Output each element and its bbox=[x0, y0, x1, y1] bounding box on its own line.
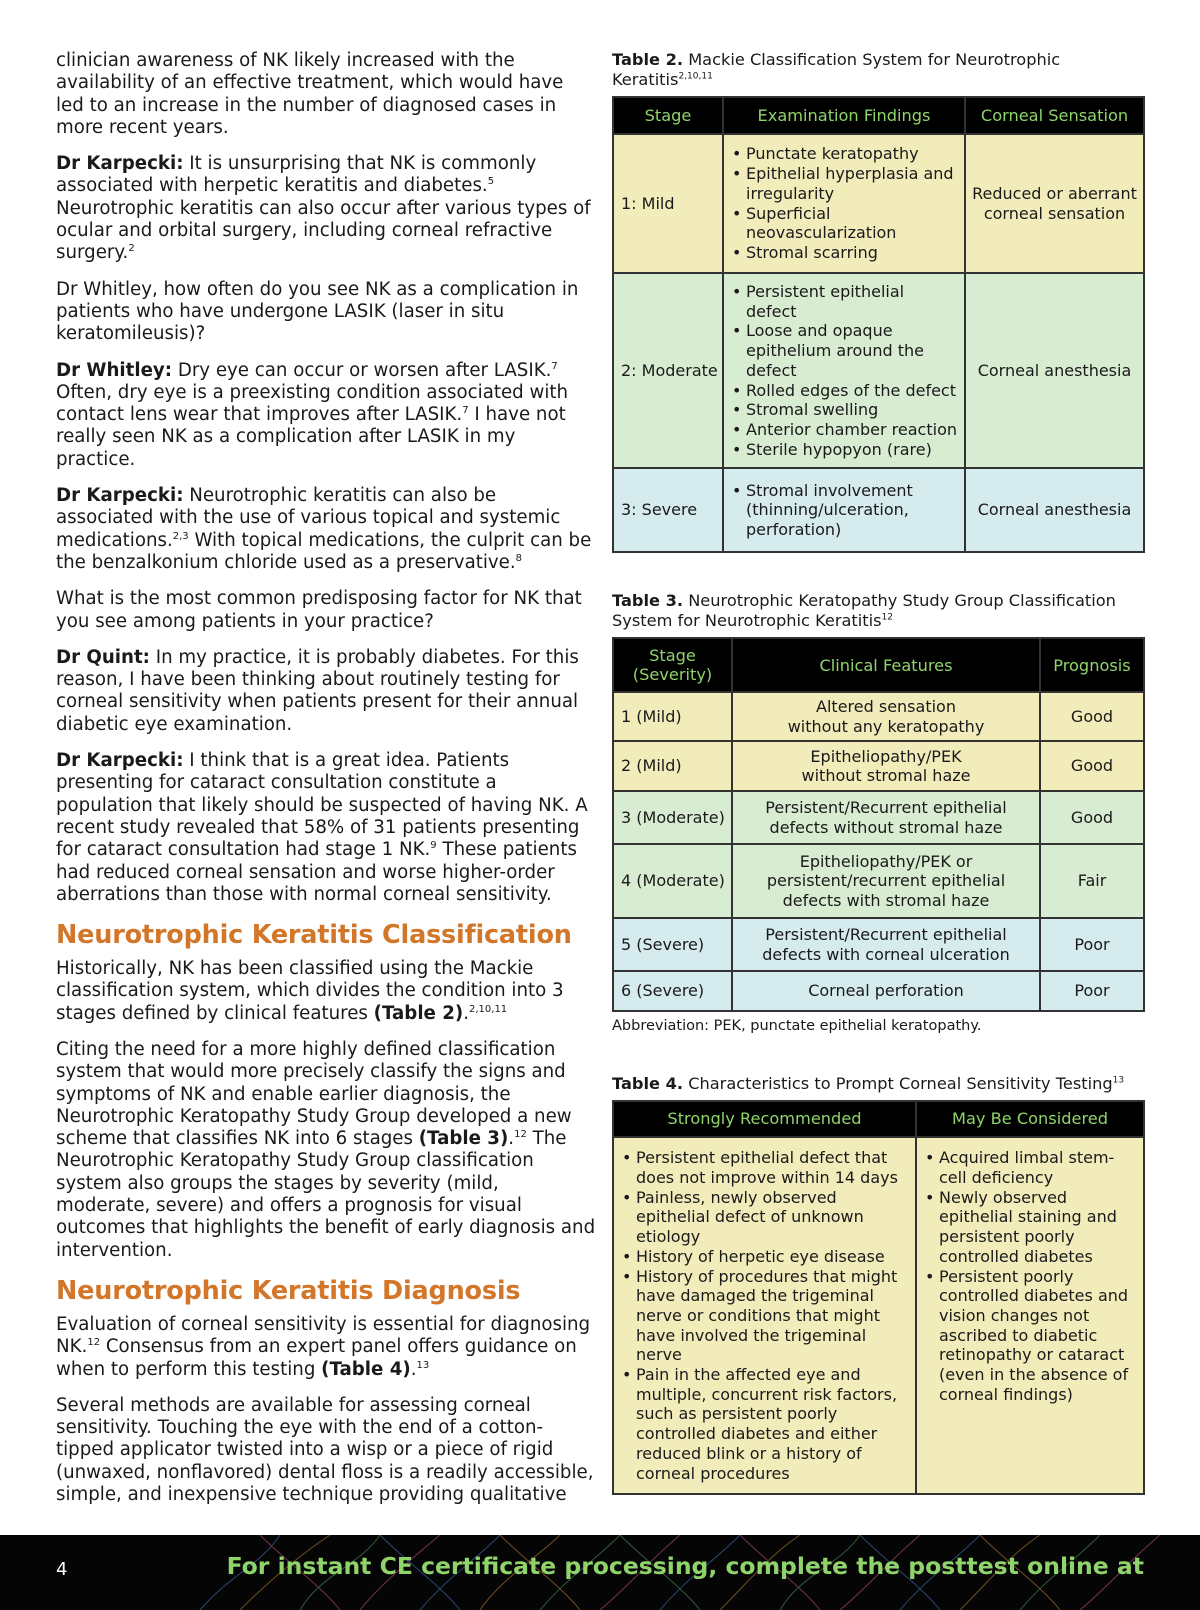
speaker-name: Dr Karpecki: bbox=[56, 750, 184, 772]
findings-cell bbox=[723, 468, 965, 552]
table-row bbox=[613, 468, 1144, 552]
prognosis-cell: Good bbox=[1040, 692, 1144, 741]
list-item: • History of herpetic eye disease bbox=[622, 1247, 909, 1267]
paragraph: Dr Whitley: Dry eye can occur or worsen after LASIK.$^7$ Often, dry eye is a preexisting condition associated with contact lens wear that improves after LASIK.$^7$ I have not really seen NK as a complication after LASIK in my practice. bbox=[56, 359, 569, 470]
finding-item: • Loose and opaque epithelium around the defect bbox=[732, 321, 958, 380]
paragraph: clinician awareness of NK likely increased with the availability of an effective treatment, which would have led to an increase in the number of diagnosed cases in more recent years. bbox=[56, 50, 564, 138]
citation: 12 bbox=[881, 612, 893, 623]
table3-abbreviation: Abbreviation: PEK, punctate epithelial keratopathy. bbox=[612, 1018, 982, 1035]
citation: 7 bbox=[551, 360, 558, 372]
paragraph: Dr Karpecki: It is unsurprising that NK is commonly associated with herpetic keratitis and diabetes.$^5$ Neurotrophic keratitis can also occur after various types of ocular and orbital surgery, including corneal refractive surgery.$^2$ bbox=[56, 153, 591, 264]
table-row bbox=[613, 791, 1144, 844]
table3-caption: Table 3. Neurotrophic Keratopathy Study Group Classification System for Neurotrophic Keratitis$^{12}$ bbox=[612, 591, 1116, 631]
table-row bbox=[613, 971, 1144, 1011]
features-cell: Corneal perforation bbox=[732, 971, 1040, 1011]
table-row bbox=[613, 918, 1144, 971]
table-row bbox=[613, 844, 1144, 918]
table-reference: (Table 2) bbox=[373, 1002, 464, 1024]
paragraph: What is the most common predisposing factor for NK that you see among patients in your practice? bbox=[56, 588, 582, 632]
finding-item: • Persistent epithelial defect bbox=[732, 282, 958, 321]
table-header-row bbox=[613, 97, 1144, 134]
column-header: Prognosis bbox=[1040, 638, 1144, 692]
column-header: Clinical Features bbox=[732, 638, 1040, 692]
table2-mackie-classification bbox=[612, 96, 1145, 553]
column-header: Corneal Sensation bbox=[965, 97, 1144, 134]
table4-testing-characteristics bbox=[612, 1100, 1145, 1495]
citation: 13 bbox=[1112, 1075, 1125, 1086]
stage-cell: 3: Severe bbox=[613, 468, 723, 552]
finding-item: • Rolled edges of the defect bbox=[732, 381, 958, 401]
right-column bbox=[612, 50, 1145, 1495]
citation: 13 bbox=[416, 1359, 430, 1371]
table4-caption: Table 4. Characteristics to Prompt Corneal Sensitivity Testing$^{13}$ bbox=[612, 1074, 1125, 1094]
table-reference: (Table 4) bbox=[321, 1358, 411, 1380]
features-cell: Epitheliopathy/PEK or persistent/recurrent epithelial defects with stromal haze bbox=[732, 844, 1040, 918]
stage-cell: 3 (Moderate) bbox=[613, 791, 732, 844]
column-header: May Be Considered bbox=[916, 1101, 1144, 1137]
findings-cell bbox=[723, 273, 965, 468]
paragraph: Citing the need for a more highly defined classification system that would more precisely classify the signs and symptoms of NK and enable earlier diagnosis, the Neurotrophic Keratopathy Study Group developed a new scheme that classifies NK into 6 stages (Table 3).$^{12}$ The Neurotrophic Keratopathy Study Group classification system also groups the stages by severity (mild, moderate, severe) and offers a prognosis for visual outcomes that highlights the benefit of early diagnosis and intervention. bbox=[56, 1038, 596, 1261]
citation: 5 bbox=[487, 176, 495, 188]
citation: 2,10,11 bbox=[678, 71, 713, 82]
left-column bbox=[56, 50, 596, 1520]
paragraph: Evaluation of corneal sensitivity is essential for diagnosing NK.$^{12}$ Consensus from an expert panel offers guidance on when to perform this testing (Table 4).$^{13}$ bbox=[56, 1313, 591, 1380]
table-reference: (Table 3) bbox=[418, 1128, 509, 1150]
paragraph: Dr Whitley, how often do you see NK as a complication in patients who have undergone LASIK (laser in situ keratomileusis)? bbox=[56, 278, 579, 345]
list-item: • Persistent epithelial defect that does not improve within 14 days bbox=[622, 1148, 909, 1187]
table-header-row bbox=[613, 638, 1144, 692]
prognosis-cell: Fair bbox=[1040, 844, 1144, 918]
page-footer bbox=[0, 1535, 1200, 1610]
list-item: • Newly observed epithelial staining and persistent poorly controlled diabetes bbox=[925, 1188, 1137, 1267]
stage-cell: 1: Mild bbox=[613, 134, 723, 273]
list-item: • Pain in the affected eye and multiple, concurrent risk factors, such as persistent poorly controlled diabetes and either reduced blink or a history of corneal procedures bbox=[622, 1365, 909, 1483]
citation: 2,3 bbox=[172, 530, 189, 542]
finding-item: • Punctate keratopathy bbox=[732, 144, 958, 164]
features-cell: Persistent/Recurrent epithelial defects without stromal haze bbox=[732, 791, 1040, 844]
section-heading-diagnosis: Neurotrophic Keratitis Diagnosis bbox=[56, 1275, 521, 1306]
table2-caption: Table 2. Mackie Classification System for Neurotrophic Keratitis$^{2,10,11}$ bbox=[612, 50, 1061, 89]
paragraph: Dr Karpecki: Neurotrophic keratitis can also be associated with the use of various topical and systemic medications.$^{2,3}$ With topical medications, the culprit can be the benzalkonium chloride used as a preservative.$^8$ bbox=[56, 485, 592, 573]
finding-item: • Stromal swelling bbox=[732, 400, 958, 420]
finding-item: • Sterile hypopyon (rare) bbox=[732, 440, 958, 460]
paragraph: Dr Karpecki: I think that is a great idea. Patients presenting for cataract consultation constitute a population that likely should be suspected of having NK. A recent study revealed that 58% of 31 patients presenting for cataract consultation had stage 1 NK.$^9$ These patients had reduced corneal sensation and worse higher-order aberrations than those with normal corneal sensitivity. bbox=[56, 750, 588, 905]
citation: 2 bbox=[128, 243, 135, 255]
page-number: 4 bbox=[56, 1559, 68, 1580]
speaker-name: Dr Karpecki: bbox=[56, 485, 184, 507]
paragraph: Dr Quint: In my practice, it is probably diabetes. For this reason, I have been thinking about routinely testing for corneal sensitivity when patients present for their annual diabetic eye examination. bbox=[56, 646, 579, 735]
list-item: • Persistent poorly controlled diabetes and vision changes not ascribed to diabetic retinopathy or cataract (even in the absence of corneal findings) bbox=[925, 1267, 1137, 1405]
table-row bbox=[613, 741, 1144, 791]
prognosis-cell: Poor bbox=[1040, 918, 1144, 971]
table-row bbox=[613, 134, 1144, 273]
finding-item: • Stromal involvement (thinning/ulceration, perforation) bbox=[732, 481, 958, 540]
prognosis-cell: Poor bbox=[1040, 971, 1144, 1011]
table-row bbox=[613, 1137, 1144, 1494]
stage-cell: 6 (Severe) bbox=[613, 971, 732, 1011]
list-item: • Painless, newly observed epithelial defect of unknown etiology bbox=[622, 1188, 909, 1247]
finding-item: • Epithelial hyperplasia and irregularity bbox=[732, 164, 958, 203]
citation: 12 bbox=[87, 1337, 101, 1349]
finding-item: • Superficial neovascularization bbox=[732, 204, 958, 243]
citation: 12 bbox=[514, 1129, 527, 1141]
stage-cell: 4 (Moderate) bbox=[613, 844, 732, 918]
speaker-name: Dr Karpecki: bbox=[56, 153, 184, 175]
section-heading-classification: Neurotrophic Keratitis Classification bbox=[56, 920, 572, 951]
table-header-row bbox=[613, 1101, 1144, 1137]
features-cell: Epitheliopathy/PEK without stromal haze bbox=[732, 741, 1040, 791]
paragraph: Several methods are available for assessing corneal sensitivity. Touching the eye with the end of a cotton-tipped applicator twisted into a wisp or a piece of rigid (unwaxed, nonflavored) dental floss is a readily accessible, simple, and inexpensive technique providing qualitative bbox=[56, 1394, 594, 1506]
sensation-cell: Corneal anesthesia bbox=[965, 468, 1144, 552]
finding-item: • Anterior chamber reaction bbox=[732, 420, 958, 440]
findings-cell bbox=[723, 134, 965, 273]
table-row bbox=[613, 273, 1144, 468]
column-header: Examination Findings bbox=[723, 97, 965, 134]
list-item: • Acquired limbal stem-cell deficiency bbox=[925, 1148, 1137, 1187]
may-be-considered-cell bbox=[916, 1137, 1144, 1494]
speaker-name: Dr Quint: bbox=[56, 646, 150, 668]
features-cell: Altered sensation without any keratopathy bbox=[732, 692, 1040, 741]
column-header: Stage (Severity) bbox=[613, 638, 732, 692]
list-item: • History of procedures that might have damaged the trigeminal nerve or conditions that might have involved the trigeminal nerve bbox=[622, 1267, 909, 1366]
stage-cell: 1 (Mild) bbox=[613, 692, 732, 741]
citation: 8 bbox=[515, 552, 523, 564]
paragraph: Historically, NK has been classified using the Mackie classification system, which divides the condition into 3 stages defined by clinical features (Table 2).$^{2,10,11}$ bbox=[56, 958, 564, 1024]
citation: 7 bbox=[462, 405, 469, 417]
table-row bbox=[613, 692, 1144, 741]
speaker-name: Dr Whitley: bbox=[56, 359, 173, 381]
column-header: Stage bbox=[613, 97, 723, 134]
prognosis-cell: Good bbox=[1040, 791, 1144, 844]
features-cell: Persistent/Recurrent epithelial defects with corneal ulceration bbox=[732, 918, 1040, 971]
table3-study-group-classification bbox=[612, 637, 1145, 1012]
citation: 9 bbox=[430, 840, 437, 852]
sensation-cell: Corneal anesthesia bbox=[965, 273, 1144, 468]
strongly-recommended-cell bbox=[613, 1137, 916, 1494]
citation: 2,10,11 bbox=[469, 1003, 508, 1015]
prognosis-cell: Good bbox=[1040, 741, 1144, 791]
stage-cell: 5 (Severe) bbox=[613, 918, 732, 971]
posttest-cta: For instant CE certificate processing, complete the posttest online at bbox=[226, 1552, 1144, 1580]
stage-cell: 2: Moderate bbox=[613, 273, 723, 468]
stage-cell: 2 (Mild) bbox=[613, 741, 732, 791]
column-header: Strongly Recommended bbox=[613, 1101, 916, 1137]
sensation-cell: Reduced or aberrant corneal sensation bbox=[965, 134, 1144, 273]
finding-item: • Stromal scarring bbox=[732, 243, 958, 263]
